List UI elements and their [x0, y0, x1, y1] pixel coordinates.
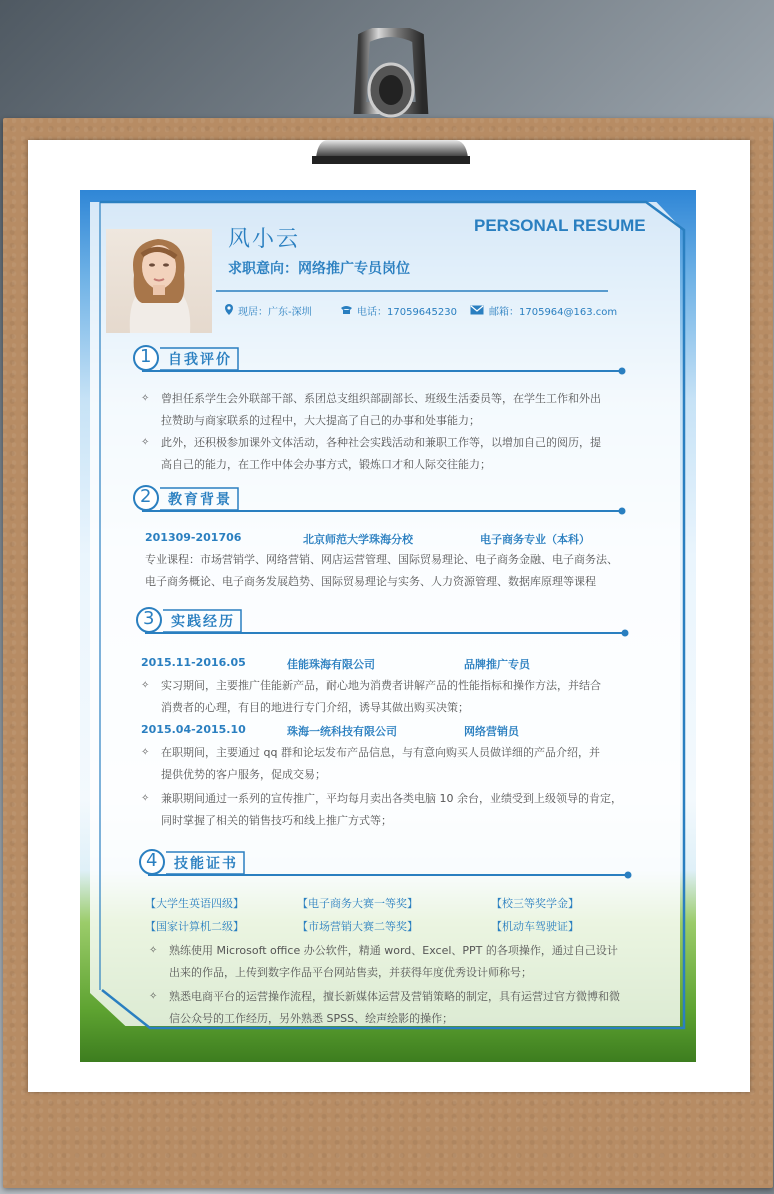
- phone-icon: [340, 304, 353, 315]
- section-title: 实践经历: [171, 614, 235, 630]
- text-line: 曾担任系学生会外联部干部、系团总支组织部副部长、班级生活委员等，在学生工作和外出: [161, 392, 601, 405]
- certificate-item: 【大学生英语四级】: [145, 897, 244, 910]
- section-number: 3: [143, 608, 157, 629]
- text-line: 电子商务概论、电子商务发展趋势、国际贸易理论与实务、人力资源管理、数据库原理等课程: [145, 575, 596, 588]
- certificate-item: 【国家计算机二级】: [145, 920, 244, 933]
- certificate-item: 【机动车驾驶证】: [491, 920, 579, 933]
- text-line: 兼职期间通过一系列的宣传推广，平均每月卖出各类电脑 10 余台，业绩受到上级领导的肯定，: [161, 792, 622, 805]
- bullet-icon: ✧: [149, 991, 158, 1002]
- text-line: 此外，还积极参加课外文体活动，各种社会实践活动和兼职工作等，以增加自己的阅历，提: [161, 436, 601, 449]
- text-line: 熟练使用 Microsoft office 办公软件，精通 word、Excel、PPT 的各项操作，通过自己设计: [169, 944, 618, 957]
- email-text: 邮箱：1705964@163.com: [489, 307, 618, 318]
- certificate-item: 【市场营销大赛二等奖】: [297, 920, 418, 933]
- location-text: 现居：广东-深圳: [238, 307, 312, 318]
- certificate-item: 【电子商务大赛一等奖】: [297, 897, 418, 910]
- job-period: 2015.04-2015.10: [141, 723, 246, 736]
- text-line: 信公众号的工作经历，另外熟悉 SPSS、绘声绘影的操作；: [169, 1012, 454, 1025]
- portrait-avatar: [106, 229, 212, 333]
- education-major: 电子商务专业（本科）: [480, 533, 590, 546]
- bullet-icon: ✧: [141, 437, 150, 448]
- email-icon: [470, 305, 484, 315]
- text-line: 高自己的能力，在工作中体会办事方式，锻炼口才和人际交往能力；: [161, 458, 491, 471]
- profile-photo: [106, 229, 212, 333]
- section-number: 1: [140, 346, 154, 367]
- bullet-icon: ✧: [141, 680, 150, 691]
- education-school: 北京师范大学珠海分校: [303, 533, 413, 546]
- personal-resume-banner: PERSONAL RESUME: [474, 216, 646, 235]
- text-line: 消费者的心理，有目的地进行专门介绍，诱导其做出购买决策；: [161, 701, 469, 714]
- job-role: 网络营销员: [464, 725, 519, 738]
- text-line: 拉赞助与商家联系的过程中，大大提高了自己的办事和处事能力；: [161, 414, 480, 427]
- section-title: 技能证书: [174, 856, 238, 872]
- bullet-icon: ✧: [149, 945, 158, 956]
- text-line: 提供优势的客户服务，促成交易；: [161, 768, 326, 781]
- certificate-item: 【校三等奖学金】: [491, 897, 579, 910]
- text-line: 熟悉电商平台的运营操作流程，擅长新媒体运营及营销策略的制定，具有运营过官方微博和微: [169, 990, 620, 1003]
- binder-clip-icon: [306, 28, 476, 178]
- text-line: 同时掌握了相关的销售技巧和线上推广方式等；: [161, 814, 392, 827]
- text-line: 在职期间，主要通过 qq 群和论坛发布产品信息，与有意向购买人员做详细的产品介绍，并: [161, 746, 600, 759]
- section-number: 4: [146, 850, 160, 871]
- candidate-name: 风小云: [228, 227, 301, 252]
- job-period: 2015.11-2016.05: [141, 656, 246, 669]
- text-line: 实习期间，主要推广佳能新产品，耐心地为消费者讲解产品的性能指标和操作方法，并结合: [161, 679, 601, 692]
- job-company: 珠海一统科技有限公司: [287, 725, 397, 738]
- location-icon: [223, 303, 235, 316]
- section-title: 自我评价: [168, 352, 232, 368]
- text-line: 出来的作品，上传到数字作品平台网站售卖，并获得年度优秀设计师称号；: [169, 966, 532, 979]
- job-company: 佳能珠海有限公司: [287, 658, 375, 671]
- text-line: 专业课程：市场营销学、网络营销、网店运营管理、国际贸易理论、电子商务金融、电子商务法、: [145, 553, 618, 566]
- bullet-icon: ✧: [141, 793, 150, 804]
- section-number: 2: [140, 486, 154, 507]
- job-role: 品牌推广专员: [464, 658, 530, 671]
- section-title: 教育背景: [168, 492, 232, 508]
- job-intent: 求职意向：网络推广专员岗位: [228, 261, 410, 277]
- bullet-icon: ✧: [141, 747, 150, 758]
- header-divider: [216, 289, 608, 295]
- bullet-icon: ✧: [141, 393, 150, 404]
- education-period: 201309-201706: [145, 531, 242, 544]
- phone-text: 电话：17059645230: [357, 307, 457, 318]
